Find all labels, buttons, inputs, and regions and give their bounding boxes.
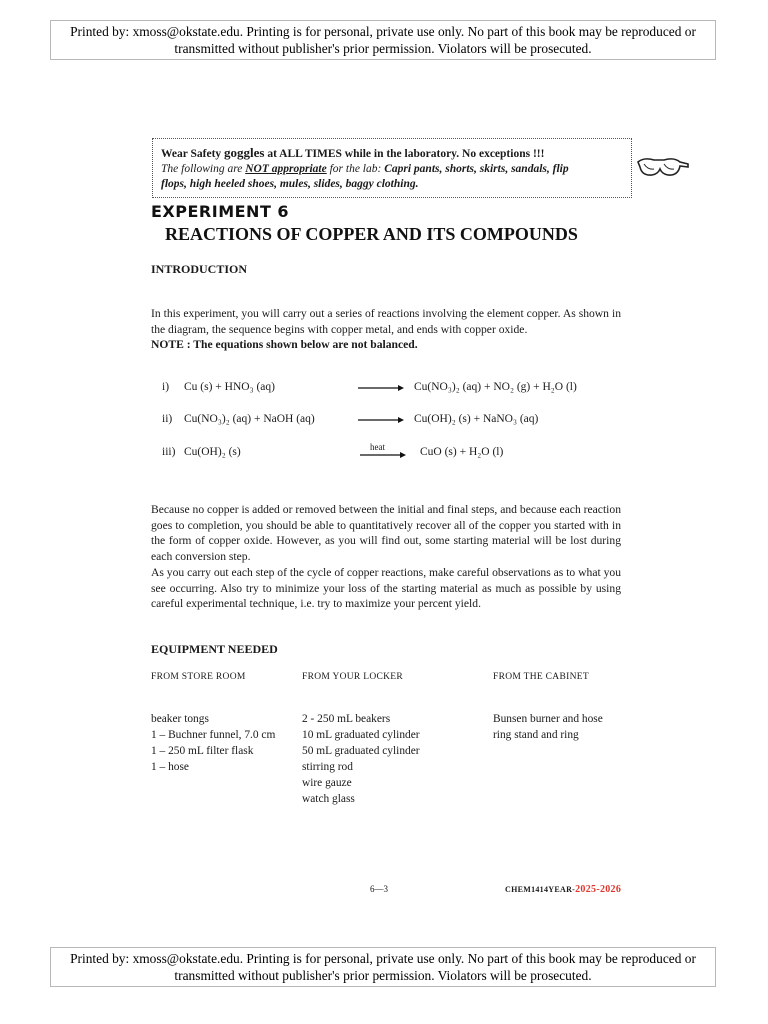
list-item: 2 - 250 mL beakers — [302, 713, 391, 725]
list-item: ring stand and ring — [493, 729, 579, 741]
locker-list — [302, 711, 420, 807]
cabinet-list — [493, 711, 603, 743]
equation-2-number: ii) — [162, 413, 173, 425]
cabinet-header: FROM THE CABINET — [493, 672, 589, 682]
equation-1-products: Cu(NO₃)₂ (aq) + NO₂ (g) + H₂O (l) — [414, 381, 577, 393]
print-banner-top — [50, 20, 716, 60]
reaction-arrow-icon — [358, 383, 404, 393]
print-banner-bottom — [50, 947, 716, 987]
banner-line-1: Printed by: xmoss@okstate.edu. Printing is for personal, private use only. No part of this book may be reproduced or — [70, 951, 696, 966]
safety-line-3: flops, high heeled shoes, mules, slides, baggy clothing. — [161, 178, 419, 190]
heat-label: heat — [370, 442, 385, 452]
safety-goggles-icon — [634, 154, 690, 182]
intro-paragraph — [151, 306, 621, 353]
equation-2-reactants: Cu(NO₃)₂ (aq) + NaOH (aq) — [184, 413, 315, 425]
recovery-paragraph: Because no copper is added or removed between the initial and final steps, and because each reaction goes to completion, you should be able to quantitatively recover all of the copper you started with in the form of copper oxide. However, as you will find out, some starting material will be lost during each conversion step. — [151, 503, 621, 563]
equipment-heading: EQUIPMENT NEEDED — [151, 642, 278, 656]
course-code — [505, 884, 621, 895]
course-year: 2025-2026 — [575, 884, 622, 895]
list-item: 10 mL graduated cylinder — [302, 729, 420, 741]
equation-3-number: iii) — [162, 446, 176, 458]
introduction-heading: INTRODUCTION — [151, 262, 248, 276]
intro-text: In this experiment, you will carry out a series of reactions involving the element copper. As shown in the diagram, the sequence begins with copper metal, and ends with copper oxide. — [151, 307, 621, 336]
safety-text: at ALL TIMES while in the laboratory. No exceptions !!! — [264, 148, 545, 160]
list-item: beaker tongs — [151, 713, 209, 725]
safety-text: The following are — [161, 163, 246, 175]
safety-text: for the lab: — [326, 163, 385, 175]
locker-header: FROM YOUR LOCKER — [302, 672, 404, 682]
list-item: Bunsen burner and hose — [493, 713, 603, 725]
list-item: 50 mL graduated cylinder — [302, 745, 420, 757]
store-room-header: FROM STORE ROOM — [151, 672, 246, 682]
equation-3-products: CuO (s) + H₂O (l) — [420, 446, 504, 458]
page-number: 6—3 — [370, 884, 388, 894]
list-item: stirring rod — [302, 761, 353, 773]
reaction-arrow-icon — [360, 450, 406, 460]
observation-paragraph: As you carry out each step of the cycle of copper reactions, make careful observations as to what you see occurring. Also try to minimize your loss of the starting material as much as possible by using careful experimental technique, i.e. try to maximize your percent yield. — [151, 566, 621, 610]
list-item: 1 – Buchner funnel, 7.0 cm — [151, 729, 276, 741]
equations-note: NOTE : The equations shown below are not balanced. — [151, 338, 418, 351]
goggles-word: goggles — [224, 145, 265, 160]
equation-3-reactants: Cu(OH)₂ (s) — [184, 446, 241, 458]
course-code-text: CHEM1414YEAR- — [505, 885, 576, 894]
banner-line-2: transmitted without publisher's prior permission. Violators will be prosecuted. — [174, 41, 592, 56]
safety-line-2 — [161, 162, 623, 177]
equation-1-number: i) — [162, 381, 170, 393]
list-item: 1 – 250 mL filter flask — [151, 745, 254, 757]
list-item: watch glass — [302, 793, 355, 805]
safety-notice-box — [152, 138, 632, 198]
equation-1-reactants: Cu (s) + HNO₃ (aq) — [184, 381, 275, 393]
list-item: 1 – hose — [151, 761, 189, 773]
list-item: wire gauze — [302, 777, 352, 789]
safety-text: Wear Safety — [161, 148, 225, 160]
experiment-title: REACTIONS OF COPPER AND ITS COMPOUNDS — [165, 224, 578, 244]
experiment-label: EXPERIMENT 6 — [151, 202, 290, 221]
banner-line-1: Printed by: xmoss@okstate.edu. Printing is for personal, private use only. No part of this book may be reproduced or — [70, 24, 696, 39]
safety-line-1 — [161, 145, 623, 162]
not-appropriate-text: NOT appropriate — [245, 163, 327, 175]
equation-2-products: Cu(OH)₂ (s) + NaNO₃ (aq) — [414, 413, 539, 425]
clothing-list: Capri pants, shorts, skirts, sandals, flip — [384, 163, 569, 175]
store-room-list — [151, 711, 275, 775]
reaction-arrow-icon — [358, 415, 404, 425]
banner-line-2: transmitted without publisher's prior permission. Violators will be prosecuted. — [174, 968, 592, 983]
